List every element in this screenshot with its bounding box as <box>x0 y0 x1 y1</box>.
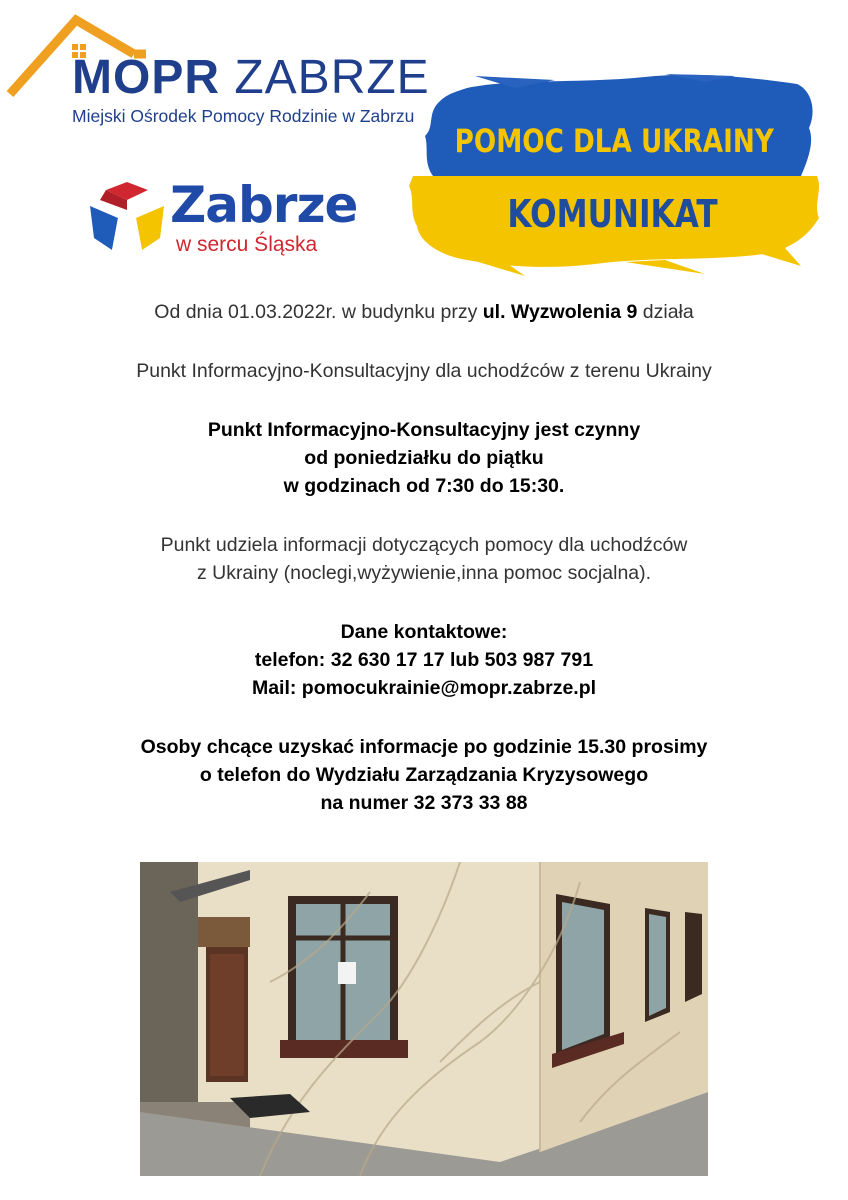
contact-title: Dane kontaktowe: <box>340 621 508 643</box>
contact-mail: Mail: pomocukrainie@mopr.zabrze.pl <box>251 677 597 699</box>
zabrze-logo-tagline: w sercu Śląska <box>176 233 318 256</box>
after-hours-line-3: na numer 32 373 33 88 <box>320 792 528 814</box>
banner-title: POMOC DLA UKRAINY <box>454 122 774 160</box>
building-photo <box>140 862 708 1176</box>
hours-line-3: w godzinach od 7:30 do 15:30. <box>283 475 565 497</box>
zabrze-logo-name: Zabrze <box>170 176 358 234</box>
after-hours-line-1: Osoby chcące uzyskać informacje po godzinie 15.30 prosimy <box>140 736 708 758</box>
ukraine-flag-brush <box>405 70 825 280</box>
hours-line-2: od poniedziałku do piątku <box>304 447 544 469</box>
mopr-logo-subtitle: Miejski Ośrodek Pomocy Rodzinie w Zabrzu <box>72 106 415 126</box>
banner-subtitle: KOMUNIKAT <box>507 192 718 236</box>
info-line-2: z Ukrainy (noclegi,wyżywienie,inna pomoc socjalna). <box>196 562 652 584</box>
info-line-1: Punkt udziela informacji dotyczących pomocy dla uchodźców <box>160 534 688 556</box>
after-hours-line-2: o telefon do Wydziału Zarządzania Kryzysowego <box>199 764 649 786</box>
mopr-logo-title: MOPR ZABRZE <box>72 51 430 104</box>
paragraph-opening: Od dnia 01.03.2022r. w budynku przy ul. Wyzwolenia 9 działa <box>154 301 694 323</box>
hours-line-1: Punkt Informacyjno-Konsultacyjny jest czynny <box>207 419 641 441</box>
zabrze-crest-icon <box>88 180 166 254</box>
contact-phone: telefon: 32 630 17 17 lub 503 987 791 <box>254 649 594 671</box>
paragraph-point-name: Punkt Informacyjno-Konsultacyjny dla uchodźców z terenu Ukrainy <box>136 360 712 382</box>
